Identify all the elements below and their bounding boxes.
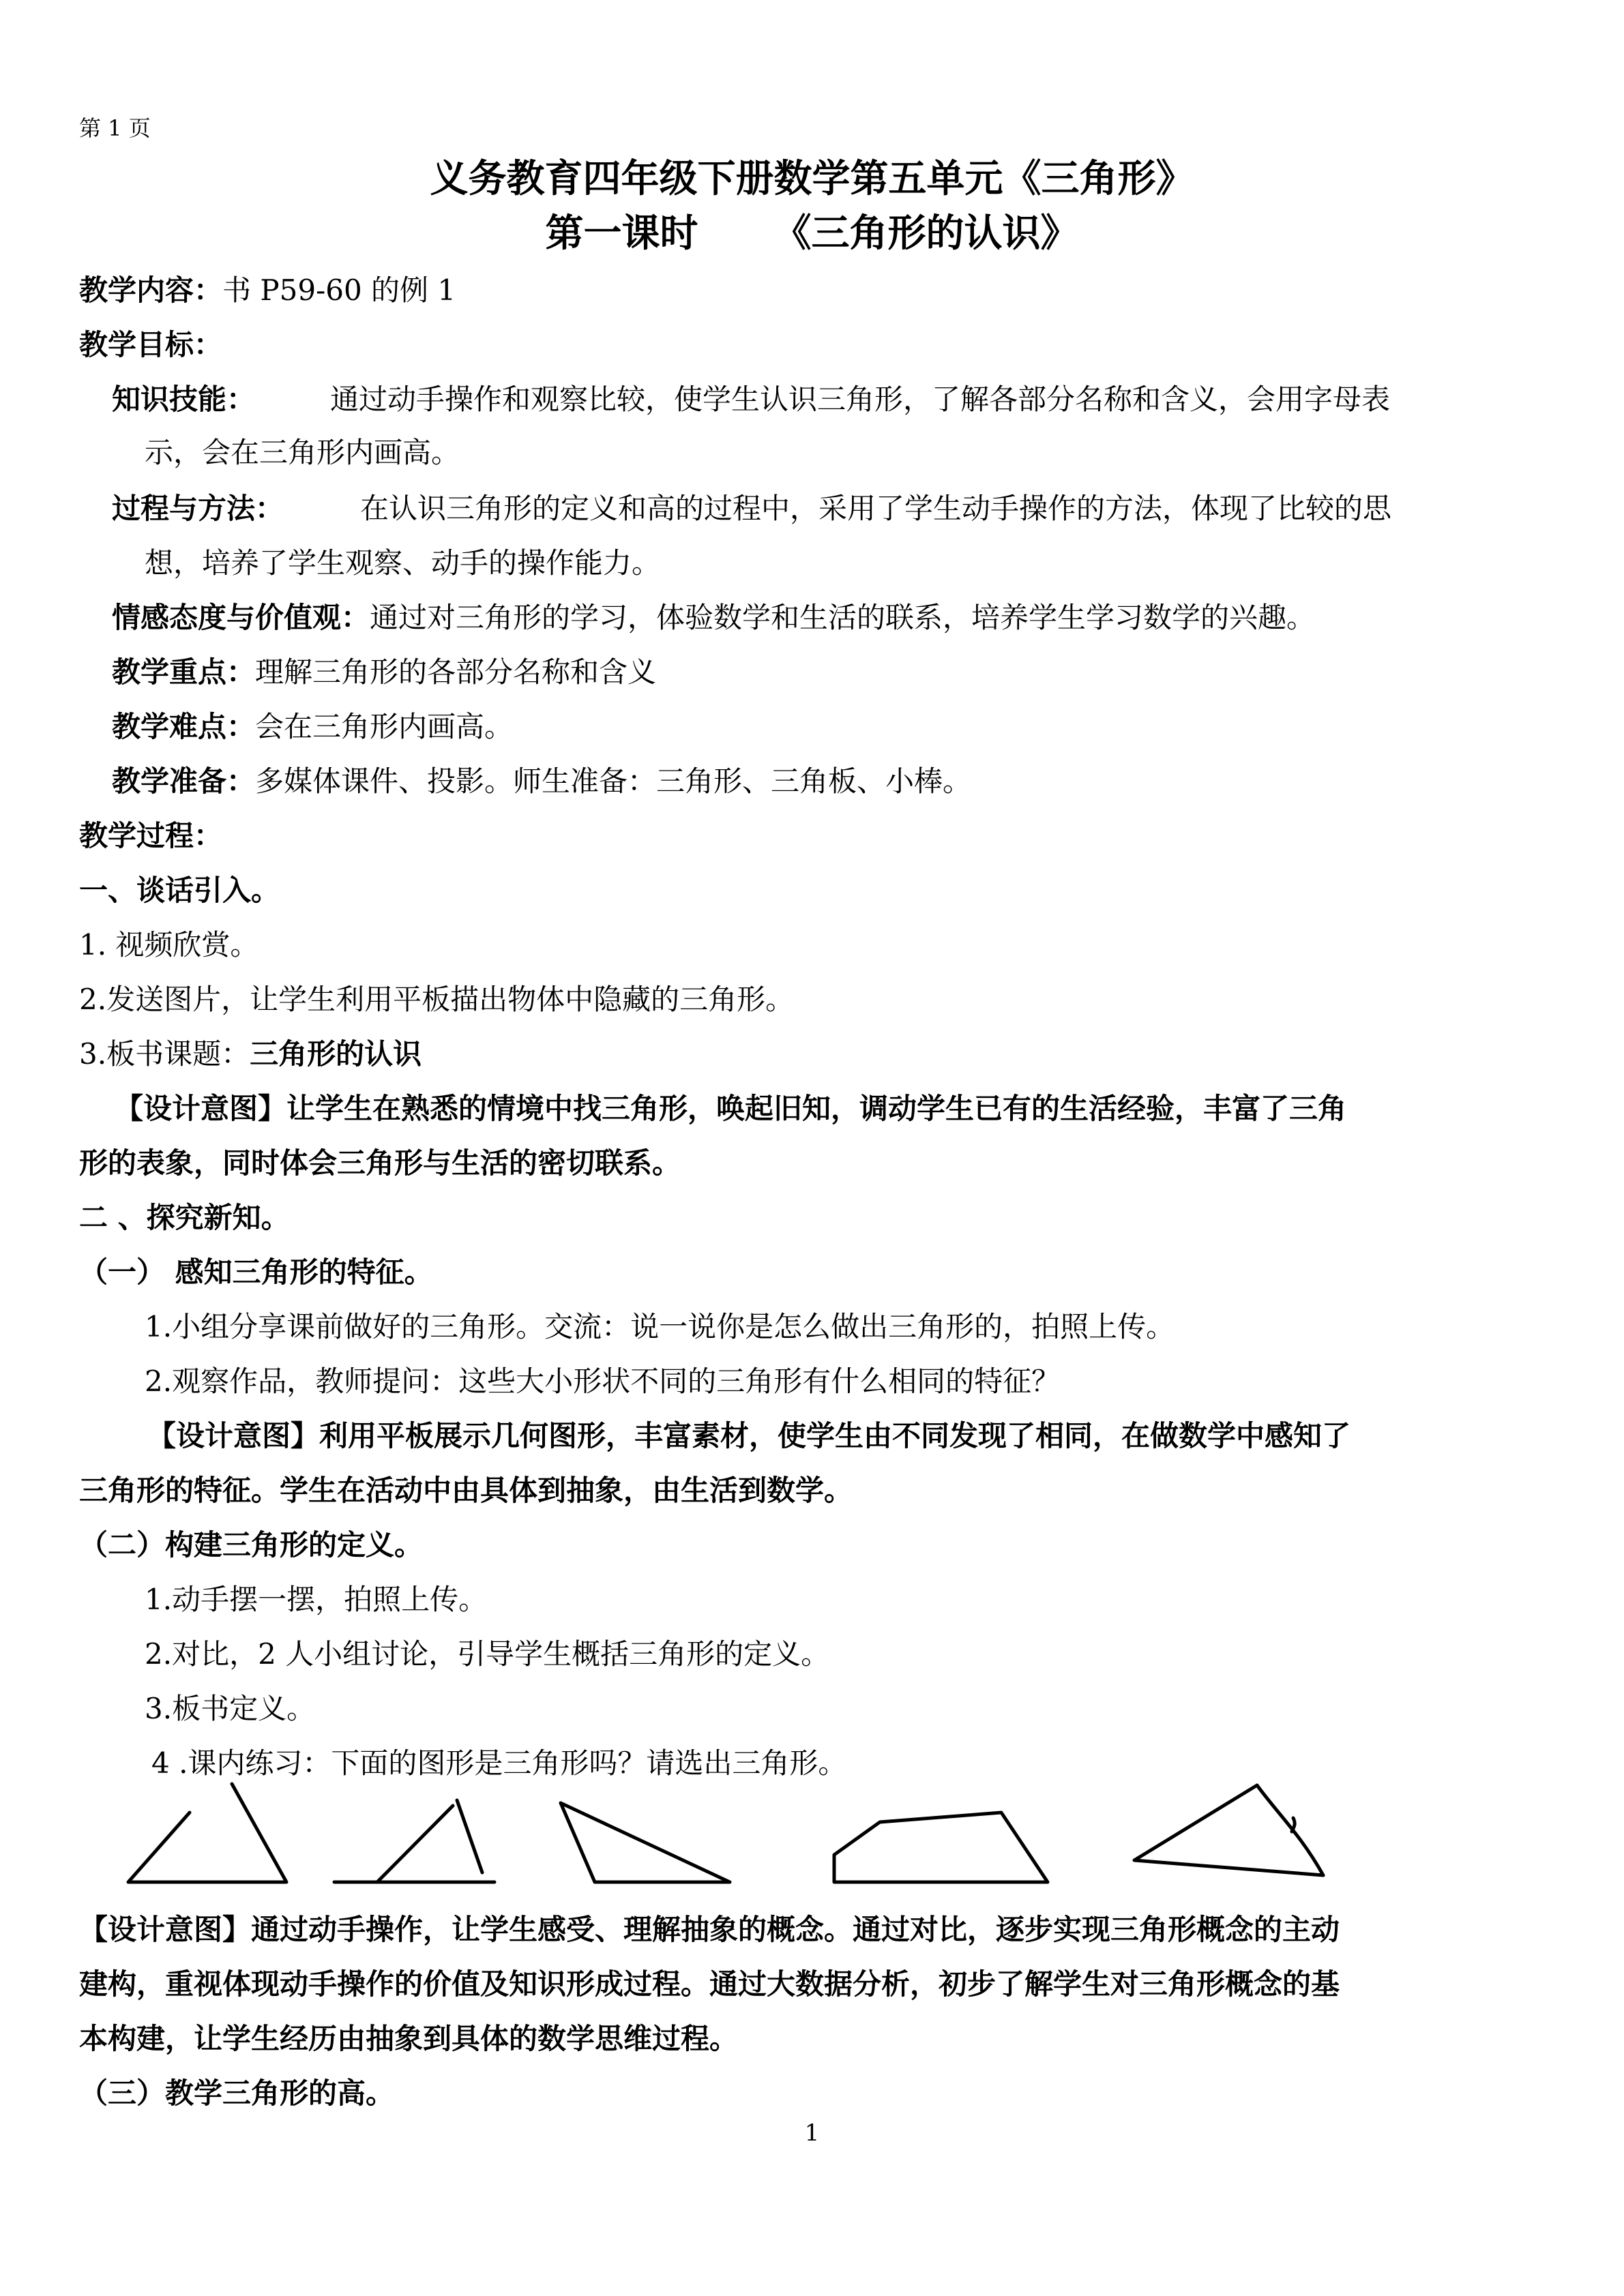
key-point-label: 教学重点： <box>112 655 256 689</box>
key-point-text: 理解三角形的各部分名称和含义 <box>255 655 657 689</box>
subsection-2-item-1: 1.动手摆一摆，拍照上传。 <box>145 1583 488 1616</box>
section-1-item-1: 1. 视频欣赏。 <box>79 928 259 961</box>
subsection-1-item-2: 2.观察作品，教师提问：这些大小形状不同的三角形有什么相同的特征？ <box>145 1365 1061 1398</box>
goal-emotion-label: 情感态度与价值观： <box>112 601 370 634</box>
subsection-1-heading: （一） 感知三角形的特征。 <box>79 1255 433 1289</box>
section-1-item-3-prefix: 3.板书课题： <box>79 1037 250 1071</box>
subsection-3-heading: （三）教学三角形的高。 <box>79 2076 395 2110</box>
lesson-topic: 《三角形的认识》 <box>773 211 1079 256</box>
teaching-process-label: 教学过程： <box>79 819 223 852</box>
teaching-content <box>79 270 456 311</box>
subsection-1-intent-line-1: 【设计意图】利用平板展示几何图形，丰富素材，使学生由不同发现了相同，在做数学中感知了 <box>147 1419 1351 1452</box>
goal-process-text-2: 想，培养了学生观察、动手的操作能力。 <box>145 546 661 580</box>
teaching-content-label: 教学内容： <box>79 273 223 307</box>
subsection-2-intent-line-2: 建构，重视体现动手操作的价值及知识形成过程。通过大数据分析，初步了解学生对三角形概念的基 <box>79 1967 1340 2001</box>
subsection-2-item-3: 3.板书定义。 <box>145 1692 316 1725</box>
difficulty <box>112 706 513 747</box>
difficulty-label: 教学难点： <box>112 710 256 743</box>
shapes-figure <box>116 1780 1344 1903</box>
subsection-2-intent-text-1: 通过动手操作，让学生感受、理解抽象的概念。通过对比，逐步实现三角形概念的主动 <box>251 1913 1340 1946</box>
document-title: 义务教育四年级下册数学第五单元《三角形》 <box>430 156 1194 201</box>
section-1-heading: 一、谈话引入。 <box>79 874 280 907</box>
figure-curved-side-shape <box>1134 1785 1323 1875</box>
goal-process-text-1: 在认识三角形的定义和高的过程中，采用了学生动手操作的方法，体现了比较的思 <box>360 492 1392 525</box>
key-point <box>112 652 656 693</box>
difficulty-text: 会在三角形内画高。 <box>255 710 514 743</box>
goal-process-label: 过程与方法： <box>112 492 284 525</box>
preparation <box>112 761 971 802</box>
teaching-content-text: 书 P59-60 的例 1 <box>222 273 456 307</box>
section-1-item-2: 2.发送图片，让学生利用平板描出物体中隐藏的三角形。 <box>79 983 795 1016</box>
subsection-2-item-4: 4 .课内练习：下面的图形是三角形吗？请选出三角形。 <box>151 1746 847 1780</box>
figure-quadrilateral <box>834 1813 1048 1882</box>
subsection-1-item-1: 1.小组分享课前做好的三角形。交流：说一说你是怎么做出三角形的，拍照上传。 <box>145 1310 1175 1343</box>
teaching-goals-label: 教学目标： <box>79 328 223 361</box>
goal-skills-text-2: 示，会在三角形内画高。 <box>145 436 460 469</box>
goal-skills-label: 知识技能： <box>112 383 256 416</box>
section-1-item-3-topic: 三角形的认识 <box>250 1037 422 1071</box>
lesson-number: 第一课时 <box>545 211 698 256</box>
subsection-2-intent-line-3: 本构建，让学生经历由抽象到具体的数学思维过程。 <box>79 2022 739 2055</box>
goal-skills-text-1: 通过动手操作和观察比较，使学生认识三角形，了解各部分名称和含义，会用字母表 <box>330 383 1391 416</box>
figure-closed-triangle <box>561 1803 730 1882</box>
subsection-2-intent-line-1 <box>79 1909 1340 1950</box>
goal-emotion-text: 通过对三角形的学习，体验数学和生活的联系，培养学生学习数学的兴趣。 <box>370 601 1316 634</box>
subsection-2-intent-label: 【设计意图】 <box>79 1913 252 1946</box>
figure-open-triangle-1 <box>128 1784 286 1882</box>
section-1-item-3 <box>79 1034 422 1075</box>
subsection-1-intent-line-2: 三角形的特征。学生在活动中由具体到抽象，由生活到数学。 <box>79 1474 853 1507</box>
preparation-text: 多媒体课件、投影。师生准备：三角形、三角板、小棒。 <box>255 764 972 798</box>
page-label: 第 1 页 <box>79 115 151 141</box>
section-1-intent-line-2: 形的表象，同时体会三角形与生活的密切联系。 <box>79 1146 681 1180</box>
goal-emotion <box>112 597 1315 638</box>
goal-skills-line-1 <box>112 379 1390 420</box>
preparation-label: 教学准备： <box>112 764 256 798</box>
page-number: 1 <box>804 2119 820 2147</box>
subsection-2-heading: （二）构建三角形的定义。 <box>79 1528 424 1562</box>
section-1-intent-line-1: 【设计意图】让学生在熟悉的情境中找三角形，唤起旧知，调动学生已有的生活经验，丰富了三角 <box>115 1092 1347 1125</box>
figure-open-triangle-2 <box>334 1800 494 1882</box>
lesson-subtitle <box>0 209 1624 258</box>
section-2-heading: 二 、探究新知。 <box>79 1201 290 1234</box>
goal-process-line-1 <box>112 488 1391 529</box>
subsection-2-item-2: 2.对比，2 人小组讨论，引导学生概括三角形的定义。 <box>145 1637 830 1671</box>
